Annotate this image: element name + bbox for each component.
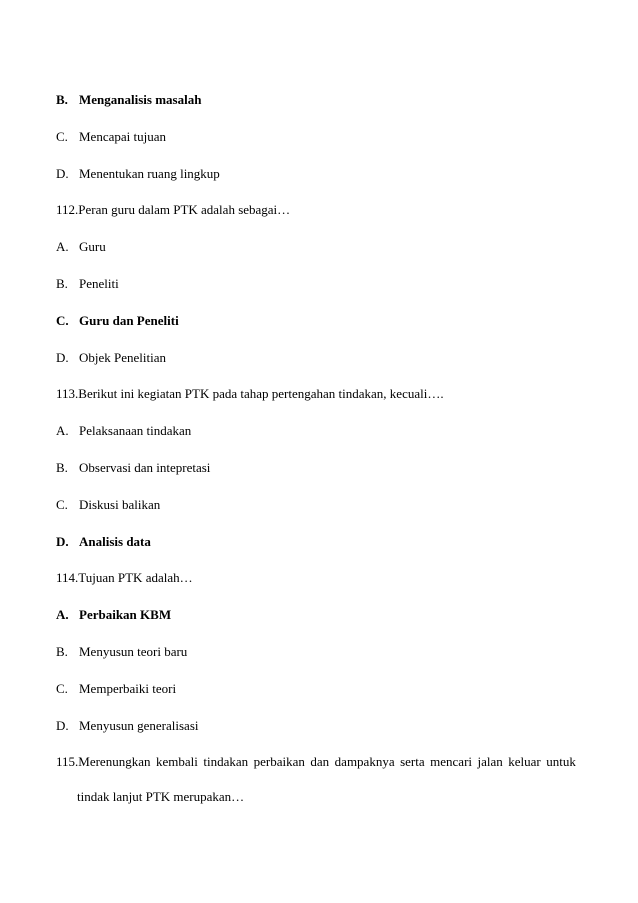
- option-text: Pelaksanaan tindakan: [79, 423, 192, 439]
- answer-option: [56, 166, 220, 182]
- option-letter: A.: [56, 607, 69, 623]
- option-letter: D.: [56, 533, 69, 549]
- answer-option: [56, 129, 166, 145]
- question-115-word: jalan: [477, 754, 503, 770]
- answer-option: [56, 423, 191, 439]
- option-letter: C.: [56, 496, 68, 512]
- question-text: 113.Berikut ini kegiatan PTK pada tahap pertengahan tindakan, kecuali….: [56, 386, 444, 402]
- answer-option: [56, 644, 187, 660]
- answer-option: [56, 497, 160, 513]
- option-letter: D.: [56, 717, 69, 733]
- option-text: Guru dan Peneliti: [79, 312, 179, 328]
- question-115-word: mencari: [430, 754, 473, 770]
- answer-option: [56, 313, 179, 329]
- option-letter: C.: [56, 312, 69, 328]
- option-letter: C.: [56, 128, 68, 144]
- option-text: Menyusun generalisasi: [79, 717, 199, 733]
- option-text: Menentukan ruang lingkup: [79, 165, 220, 181]
- option-text: Mencapai tujuan: [79, 128, 166, 144]
- question-115-word: untuk: [546, 754, 576, 770]
- question-115-word: tindakan: [203, 754, 249, 770]
- option-text: Peneliti: [79, 276, 119, 291]
- question-115-word: dan: [310, 754, 330, 770]
- question-115-word: keluar: [508, 754, 541, 770]
- answer-option: [56, 718, 199, 734]
- option-letter: A.: [56, 239, 69, 255]
- question-115-word: kembali: [155, 754, 198, 770]
- question-115: [56, 754, 576, 805]
- question-text: 112.Peran guru dalam PTK adalah sebagai…: [56, 202, 291, 218]
- option-text: Memperbaiki teori: [79, 680, 177, 696]
- option-letter: A.: [56, 423, 69, 439]
- answer-option: [56, 607, 171, 623]
- question-115-word: serta: [400, 754, 425, 770]
- option-letter: C.: [56, 680, 68, 696]
- option-text: Observasi dan intepretasi: [79, 460, 211, 475]
- option-text: Guru: [79, 239, 106, 255]
- option-text: Analisis data: [79, 533, 151, 549]
- answer-option: [56, 350, 166, 366]
- answer-option: [56, 460, 210, 476]
- question-115-line-2: tindak lanjut PTK merupakan…: [77, 789, 245, 805]
- option-text: Objek Penelitian: [79, 349, 167, 365]
- option-text: Diskusi balikan: [79, 496, 161, 512]
- option-text: Menyusun teori baru: [79, 644, 188, 659]
- option-letter: D.: [56, 165, 69, 181]
- option-letter: B.: [56, 276, 68, 291]
- option-letter: D.: [56, 349, 69, 365]
- option-text: Menganalisis masalah: [79, 92, 202, 107]
- answer-option: [56, 681, 176, 697]
- answer-option: [56, 534, 151, 550]
- question-115-word: 115.Merenungkan: [56, 754, 151, 770]
- question-115-line-1: [56, 754, 576, 770]
- answer-option: [56, 239, 106, 255]
- option-text: Perbaikan KBM: [79, 607, 172, 623]
- answer-option: [56, 276, 119, 292]
- option-letter: B.: [56, 644, 68, 659]
- option-letter: B.: [56, 92, 68, 107]
- option-letter: B.: [56, 460, 68, 475]
- answer-option: [56, 92, 201, 108]
- question-115-word: perbaikan: [253, 754, 305, 770]
- question-115-word: dampaknya: [334, 754, 395, 770]
- question-text: 114.Tujuan PTK adalah…: [56, 570, 193, 586]
